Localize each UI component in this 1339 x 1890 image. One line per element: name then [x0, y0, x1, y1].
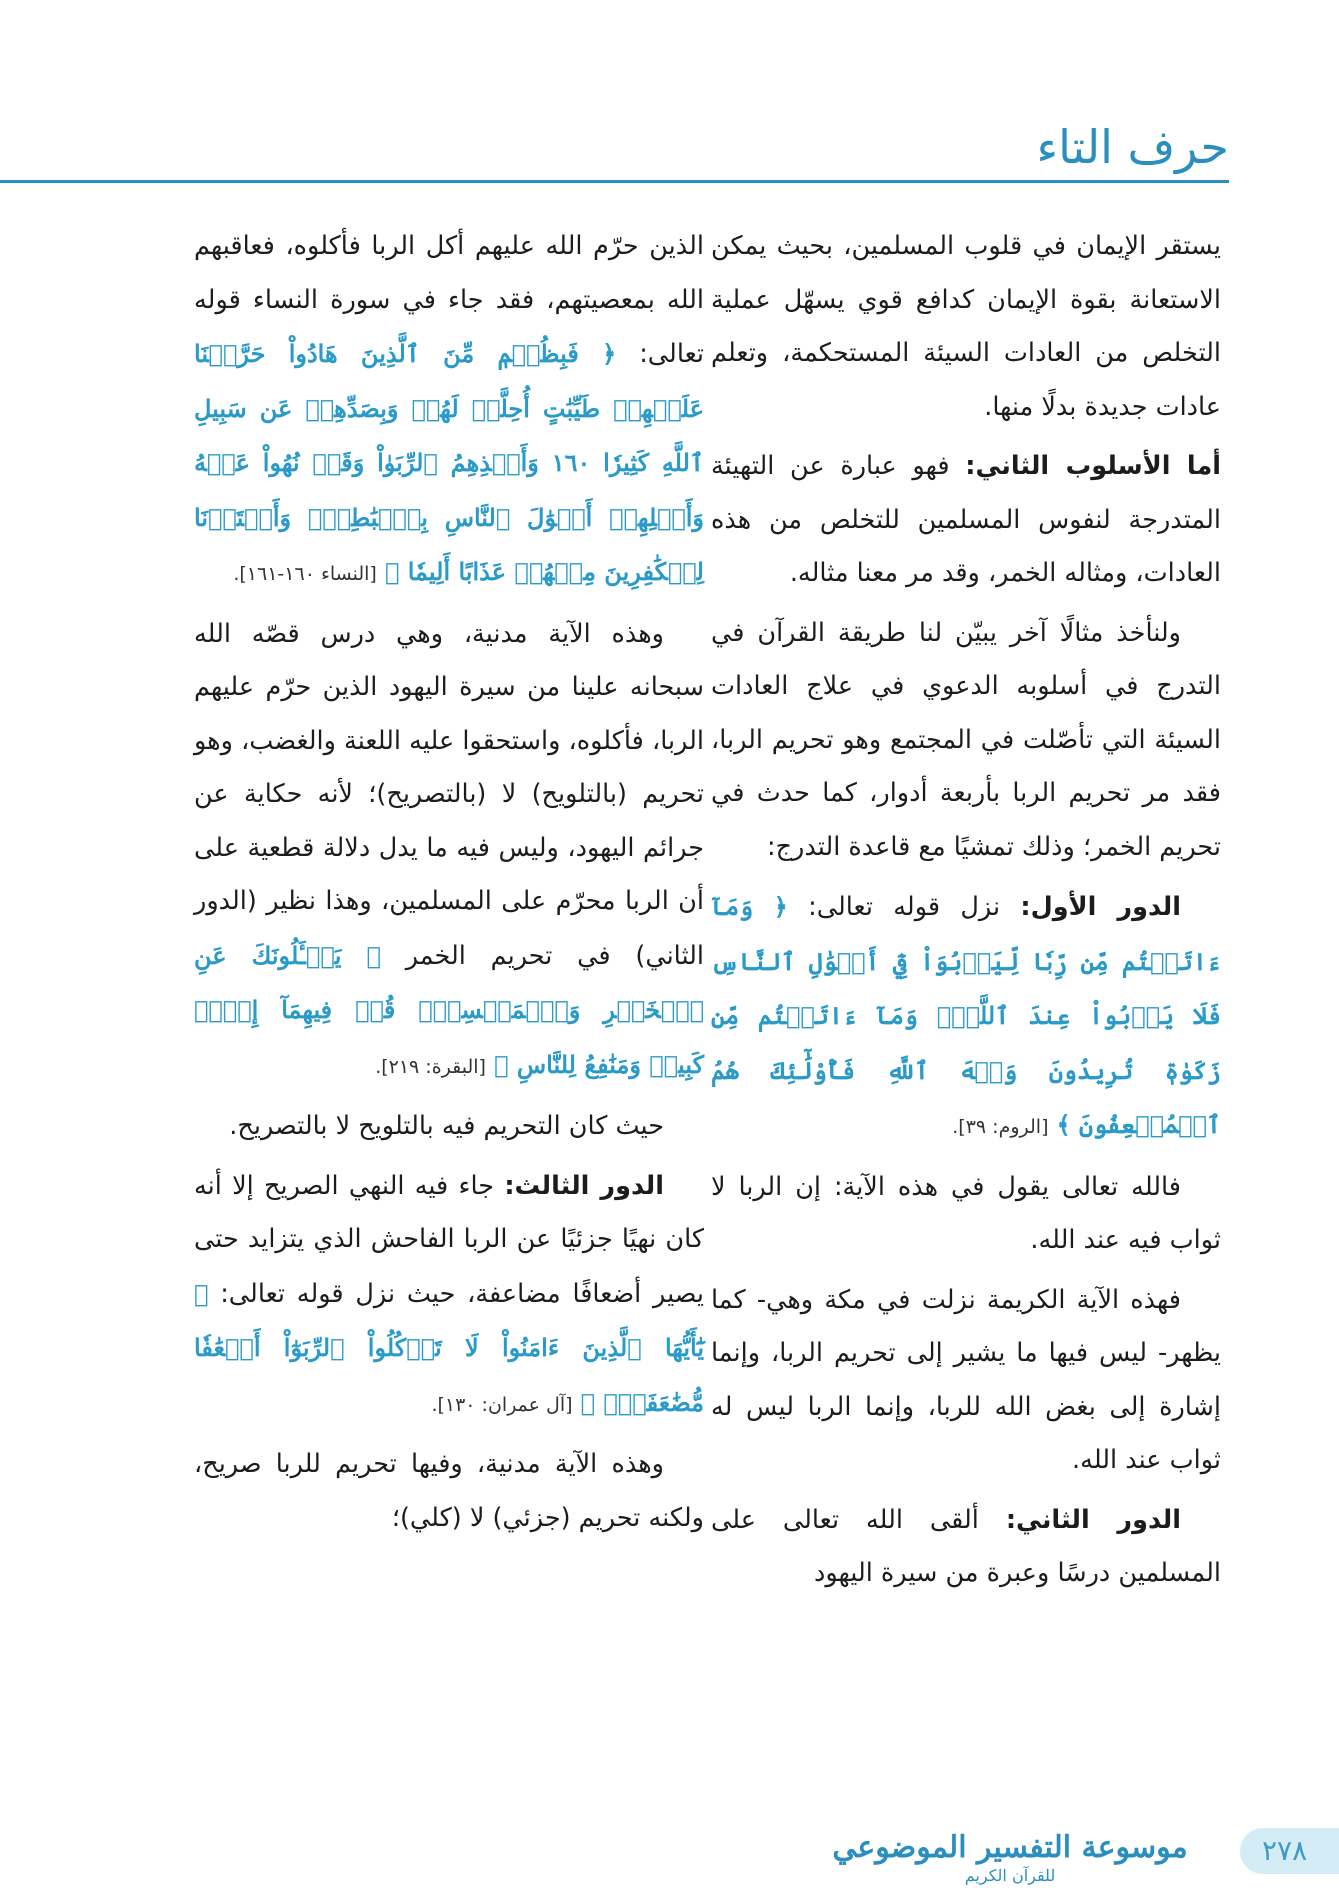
paragraph: [194, 1160, 704, 1433]
paragraph-text: وهذه الآية مدنية، وهي درس قصّه الله سبحانه علينا من سيرة اليهود الذين حرّم عليهم الربا، فأكلوه، واستحقوا عليه اللعنة والغضب، وهو تحريم (بالتلويح) لا (بالتصريح)؛ لأنه حكاية عن جرائم اليهود، وليس فيه ما يدل دلالة قطعية على أن الربا محرّم على المسلمين، وهذا نظير (الدور الثاني) في تحريم الخمر: [194, 618, 704, 971]
quran-verse: ﴿ يَٰٓأَيُّهَا ٱلَّذِينَ ءَامَنُواْ لَا تَأۡكُلُواْ ٱلرِّبَوٰٓاْ أَضۡعَٰفٗا مُّضَٰعَفَةٗۖ ﴾: [194, 1278, 704, 1417]
paragraph: يستقر الإيمان في قلوب المسلمين، بحيث يمكن الاستعانة بقوة الإيمان كدافع قوي يسهّل عملية التخلص من العادات السيئة المستحكمة، وتعلم عادات جديدة بدلًا منها.: [711, 231, 1221, 422]
paragraph-text: فهو عبارة عن التهيئة المتدرجة لنفوس المسلمين للتخلص من هذه العادات، ومثاله الخمر، وقد مر معنا مثاله.: [711, 451, 1221, 588]
paragraph-text: ألقى الله تعالى على المسلمين درسًا وعبرة من سيرة اليهود: [711, 1504, 1221, 1588]
encyclopedia-logo: [830, 1830, 1190, 1886]
header-divider: [0, 180, 1229, 183]
paragraph: حيث كان التحريم فيه بالتلويح لا بالتصريح.: [229, 1111, 664, 1141]
paragraph: [194, 608, 704, 1095]
paragraph: فهذه الآية الكريمة نزلت في مكة وهي- كما يظهر- ليس فيها ما يشير إلى تحريم الربا، وإنما إشارة إلى بغض الله للربا، وإنما الربا ليس له ثواب عند الله.: [711, 1284, 1221, 1475]
paragraph-lead: الدور الأول:: [1020, 892, 1181, 922]
verse-reference: [البقرة: ٢١٩].: [375, 1055, 486, 1078]
paragraph: فالله تعالى يقول في هذه الآية: إن الربا لا ثواب فيه عند الله.: [711, 1171, 1221, 1255]
verse-reference: [الروم: ٣٩].: [952, 1116, 1049, 1138]
page-number: ٢٧٨: [1240, 1828, 1339, 1874]
verse-reference: [النساء ١٦٠-١٦١].: [233, 563, 377, 585]
section-title: حرف التاء: [1036, 120, 1229, 174]
paragraph: [711, 440, 1221, 601]
paragraph-text: نزل قوله تعالى:: [808, 892, 1001, 922]
quran-verse: ﴿ فَبِظُلۡمٖ مِّنَ ٱلَّذِينَ هَادُواْ حَرَّمۡنَا عَلَيۡهِمۡ طَيِّبَٰتٍ أُحِلَّتۡ لَهُمۡ وَبِصَدِّهِمۡ عَن سَبِيلِ ٱللَّهِ كَثِيرٗا ١٦٠ وَأَخۡذِهِمُ ٱلرِّبَوٰاْ وَقَدۡ نُهُواْ عَنۡهُ وَأَكۡلِهِمۡ أَمۡوَٰلَ ٱلنَّاسِ بِٱلۡبَٰطِلِۚ وَأَعۡتَدۡنَا لِلۡكَٰفِرِينَ مِنۡهُمۡ عَذَابًا أَلِيمٗا ﴾: [194, 339, 704, 586]
quran-verse: ﴿ يَسۡـَٔلُونَكَ عَنِ ٱلۡخَمۡرِ وَٱلۡمَيۡسِرِۖ قُلۡ فِيهِمَآ إِثۡمٞ كَبِيرٞ وَمَنَٰفِعُ لِلنَّاسِ ﴾: [194, 940, 704, 1079]
paragraph-lead: الدور الثاني:: [1005, 1504, 1181, 1535]
paragraph: ولنأخذ مثالًا آخر يبيّن لنا طريقة القرآن في التدرج في أسلوبه الدعوي في علاج العادات السيئة التي تأصّلت في المجتمع وهو تحريم الربا، فقد مر تحريم الربا بأربعة أدوار، كما حدث في تحريم الخمر؛ وذلك تمشيًا مع قاعدة التدرج:: [711, 617, 1221, 862]
paragraph: [711, 880, 1221, 1155]
right-column: [711, 220, 1221, 1607]
paragraph: [711, 1494, 1221, 1601]
left-column: [194, 220, 704, 1551]
paragraph-lead: أما الأسلوب الثاني:: [965, 451, 1222, 481]
quran-verse: ﴿ وَمَآ ءَاتَيۡتُم مِّن رِّبٗا لِّيَرۡبُوَاْ فِيٓ أَمۡوَٰلِ ٱلنَّاسِ فَلَا يَرۡبُواْ عِندَ ٱللَّهِۖ وَمَآ ءَاتَيۡتُم مِّن زَكَوٰةٖ تُرِيدُونَ وَجۡهَ ٱللَّهِ فَأُوْلَٰٓئِكَ هُمُ ٱلۡمُضۡعِفُونَ ﴾: [711, 892, 1221, 1139]
paragraph: وهذه الآية مدنية، وفيها تحريم للربا صريح، ولكنه تحريم (جزئي) لا (كلي)؛: [194, 1449, 704, 1533]
paragraph: [194, 220, 704, 602]
paragraph-text: جاء فيه النهي الصريح إلا أنه كان نهيًا جزئيًا عن الربا الفاحش الذي يتزايد حتى يصير أضعافًا مضاعفة، حيث نزل قوله تعالى:: [194, 1170, 705, 1309]
logo-subtitle: للقرآن الكريم: [964, 1866, 1056, 1885]
paragraph-lead: الدور الثالث:: [504, 1170, 664, 1201]
paragraph-text: الذين حرّم الله عليهم أكل الربا فأكلوه، فعاقبهم الله بمعصيتهم، فقد جاء في سورة النساء قوله تعالى:: [194, 231, 704, 369]
logo-title: موسوعة التفسير الموضوعي: [832, 1830, 1188, 1865]
verse-reference: [آل عمران: ١٣٠].: [431, 1393, 573, 1416]
